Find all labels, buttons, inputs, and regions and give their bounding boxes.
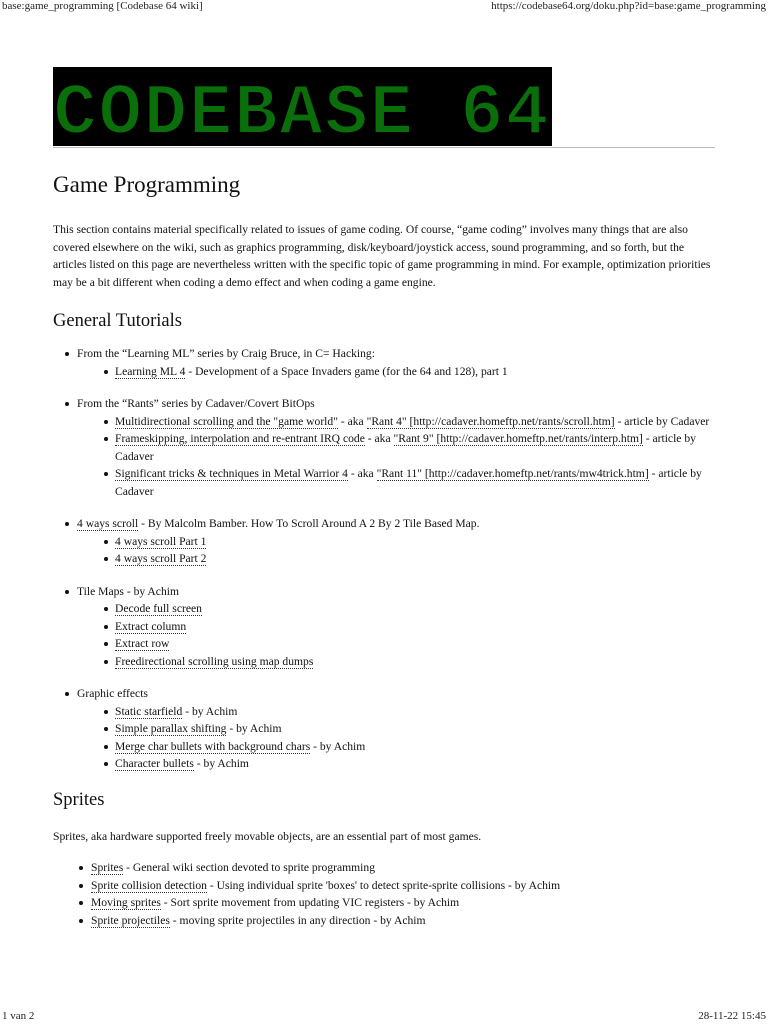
link-rant-11[interactable]: "Rant 11" [http://cadaver.homeftp.net/rants/mw4trick.htm] bbox=[376, 467, 649, 480]
group-text: Tile Maps - by Achim bbox=[77, 584, 179, 598]
list-item: Character bullets - by Achim bbox=[115, 755, 713, 773]
link-extract-column[interactable]: Extract column bbox=[115, 619, 187, 633]
list-item bbox=[115, 618, 713, 636]
group-text: From the “Learning ML” series by Craig Bruce, in C= Hacking: bbox=[77, 347, 375, 360]
list-item: Sprite collision detection - Using individual sprite 'boxes' to detect sprite-sprite collisions - by Achim bbox=[91, 877, 713, 895]
list-item bbox=[77, 685, 713, 773]
group-text: From the “Rants” series by Cadaver/Covert BitOps bbox=[77, 397, 315, 410]
list-item: Merge char bullets with background chars - by Achim bbox=[115, 738, 713, 756]
site-logo-text: CODEBASE 64 bbox=[53, 73, 551, 146]
group-text: - By Malcolm Bamber. How To Scroll Around A 2 By 2 Tile Based Map. bbox=[138, 517, 480, 530]
link-4-ways-scroll[interactable]: 4 ways scroll bbox=[77, 517, 139, 530]
link-sprite-collision[interactable]: Sprite collision detection bbox=[91, 878, 207, 892]
link-extract-row[interactable]: Extract row bbox=[115, 637, 170, 650]
site-logo-graphic bbox=[53, 67, 552, 146]
list-item bbox=[115, 533, 713, 551]
list-item: Sprite projectiles - moving sprite projectiles in any direction - by Achim bbox=[91, 912, 713, 930]
list-item: Sprites - General wiki section devoted to sprite programming bbox=[91, 859, 713, 877]
list-item bbox=[115, 550, 713, 568]
intro-paragraph: This section contains material specifically related to issues of game coding. Of course, “game coding” involves many things that are also covered elsewhere on the wiki, such as graphics programming, disk/keyboard/joystick access, sound programming, and so forth, but the articles listed on this page are nevertheless written with the specific topic of game programming in mind. For example, optimization priorities may be a bit different when coding a demo effect and when coding a game engine. bbox=[53, 223, 711, 289]
print-header-url: https://codebase64.org/doku.php?id=base:game_programming bbox=[491, 0, 766, 12]
list-item bbox=[115, 653, 713, 671]
page-count: 1 van 2 bbox=[2, 1010, 35, 1022]
print-header-title: base:game_programming [Codebase 64 wiki] bbox=[2, 0, 203, 12]
tutorials-list bbox=[53, 345, 713, 773]
list-item: Significant tricks & techniques in Metal Warrior 4 - aka "Rant 11" [http://cadaver.homeftp.net/rants/mw4trick.htm] - article by Cadaver bbox=[115, 465, 713, 500]
print-footer bbox=[0, 1008, 768, 1024]
page-content bbox=[53, 150, 713, 929]
section-heading-sprites: Sprites bbox=[53, 789, 105, 810]
list-item bbox=[77, 345, 713, 380]
list-item bbox=[115, 600, 713, 618]
list-item: Moving sprites - Sort sprite movement from updating VIC registers - by Achim bbox=[91, 894, 713, 912]
link-decode-full-screen[interactable]: Decode full screen bbox=[115, 602, 202, 615]
sprites-intro: Sprites, aka hardware supported freely movable objects, are an essential part of most games. bbox=[53, 829, 482, 843]
list-item bbox=[115, 635, 713, 653]
site-logo[interactable] bbox=[53, 67, 552, 146]
link-merge-char-bullets[interactable]: Merge char bullets with background chars bbox=[115, 739, 311, 753]
print-timestamp: 28-11-22 15:45 bbox=[698, 1010, 766, 1022]
link-sprites[interactable]: Sprites bbox=[91, 861, 124, 874]
list-item bbox=[77, 583, 713, 671]
link-rant-metal-warrior[interactable]: Significant tricks & techniques in Metal Warrior 4 bbox=[115, 467, 348, 480]
list-item: Learning ML 4 - Development of a Space Invaders game (for the 64 and 128), part 1 bbox=[115, 363, 713, 381]
link-rant-4[interactable]: "Rant 4" [http://cadaver.homeftp.net/rants/scroll.htm] bbox=[366, 414, 615, 428]
link-freedirectional-scrolling[interactable]: Freedirectional scrolling using map dumps bbox=[115, 654, 314, 668]
list-item: Multidirectional scrolling and the "game world" - aka "Rant 4" [http://cadaver.homeftp.net/rants/scroll.htm] - article by Cadaver bbox=[115, 413, 713, 431]
list-item: Frameskipping, interpolation and re-entrant IRQ code - aka "Rant 9" [http://cadaver.homeftp.net/rants/interp.htm] - article by Cadaver bbox=[115, 430, 713, 465]
link-rant-9[interactable]: "Rant 9" [http://cadaver.homeftp.net/rants/interp.htm] bbox=[393, 432, 643, 445]
link-learning-ml-4[interactable]: Learning ML 4 bbox=[115, 364, 186, 378]
link-rant-scrolling[interactable]: Multidirectional scrolling and the "game world" bbox=[115, 414, 338, 428]
list-item: Static starfield - by Achim bbox=[115, 703, 713, 721]
link-4-ways-scroll-part-1[interactable]: 4 ways scroll Part 1 bbox=[115, 534, 207, 548]
list-item bbox=[77, 515, 713, 568]
group-text: Graphic effects bbox=[77, 687, 148, 700]
link-character-bullets[interactable]: Character bullets bbox=[115, 757, 194, 770]
link-sprite-projectiles[interactable]: Sprite projectiles bbox=[91, 913, 170, 927]
print-header bbox=[0, 0, 768, 16]
site-header bbox=[53, 67, 715, 148]
link-rant-frameskipping[interactable]: Frameskipping, interpolation and re-entrant IRQ code bbox=[115, 432, 365, 445]
link-moving-sprites[interactable]: Moving sprites bbox=[91, 896, 161, 909]
link-simple-parallax[interactable]: Simple parallax shifting bbox=[115, 722, 227, 735]
list-item: Simple parallax shifting - by Achim bbox=[115, 720, 713, 738]
page-title: Game Programming bbox=[53, 172, 241, 197]
link-4-ways-scroll-part-2[interactable]: 4 ways scroll Part 2 bbox=[115, 552, 207, 565]
sprites-list bbox=[53, 859, 713, 929]
list-item bbox=[77, 395, 713, 500]
section-heading-tutorials: General Tutorials bbox=[53, 311, 182, 331]
link-static-starfield[interactable]: Static starfield bbox=[115, 704, 183, 718]
